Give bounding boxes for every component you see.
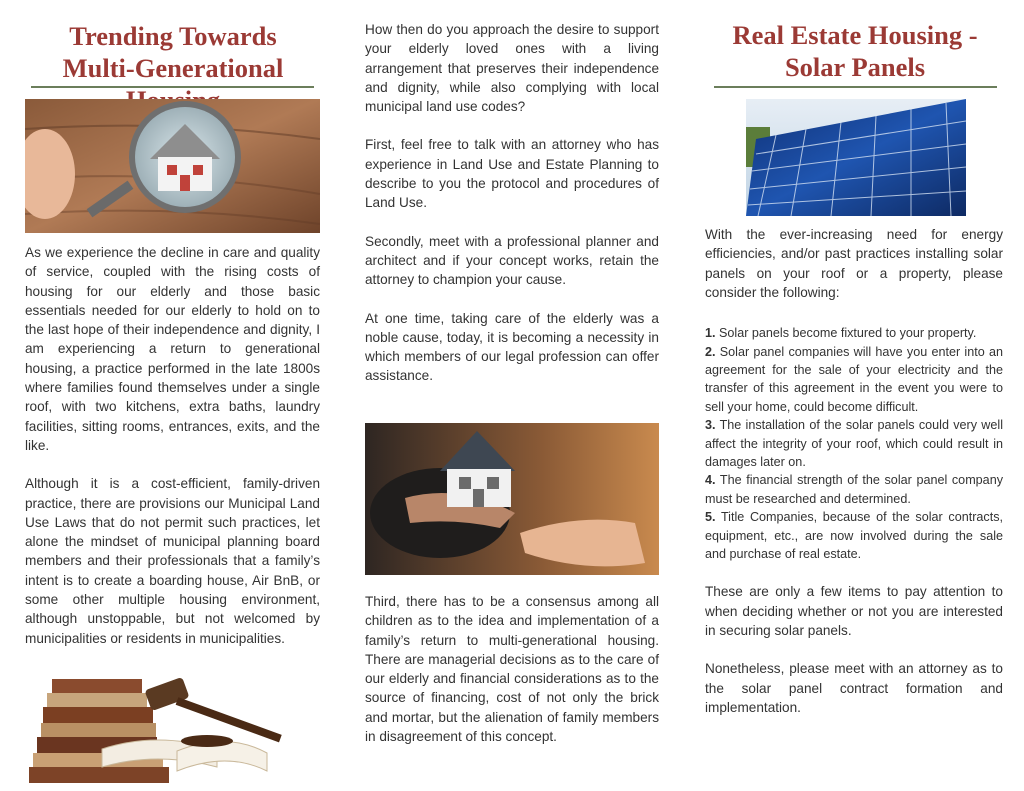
consideration-number: 1. <box>705 326 716 341</box>
consideration-text: The financial strength of the solar panel company must be researched and determined. <box>705 473 1007 506</box>
left-title-line1: Trending Towards <box>69 21 277 51</box>
right-column <box>705 0 1005 83</box>
consideration-item <box>705 471 1007 508</box>
middle-paragraph-2: First, feel free to talk with an attorney who has experience in Land Use and Estate Planning to describe to you the protocol and procedures of Land Use. <box>365 137 659 211</box>
hands-house-photo <box>365 423 659 575</box>
right-intro: With the ever-increasing need for energy efficiencies, and/or past practices installing solar panels on your roof or a property, please consider the following: <box>705 227 1003 300</box>
consideration-item <box>705 324 1003 342</box>
middle-paragraph-4: At one time, taking care of the elderly was a noble cause, today, it is becoming a necessity in which members of our legal profession can offer assistance. <box>365 310 659 384</box>
consideration-text: Solar panel companies will have you enter into an agreement for the sale of your electricity and the transfer of this agreement in the event you were to sell your home, could become difficult. <box>705 344 1007 414</box>
solar-panels-photo <box>746 99 966 216</box>
left-paragraph-2: Although it is a cost-efficient, family-driven practice, there are provisions our Municipal Land Use Laws that do not permit such practices, let alone the mindset of municipal planning board members and their professionals that a family’s intent is to create a boarding house, Air BnB, or some other multiple housing environment, although unstoppable, but not welcomed by municipalities or residents in municipalities. <box>25 476 320 646</box>
right-title-rule <box>714 86 997 88</box>
consideration-text: Solar panels become fixtured to your property. <box>715 326 977 341</box>
right-paragraph-2: These are only a few items to pay attention to when deciding whether or not you are interested in securing solar panels. <box>705 584 1003 639</box>
middle-paragraph-1: How then do you approach the desire to support your elderly loved ones with a living arrangement that preserves their independence and dignity, while also complying with local municipal land use codes? <box>365 22 659 115</box>
right-paragraph-3: Nonetheless, please meet with an attorney as to the solar panel contract formation and implementation. <box>705 661 1003 715</box>
magnifier-house-photo <box>25 99 320 233</box>
left-title-rule <box>31 86 314 88</box>
consideration-number: 5. <box>705 510 716 525</box>
consideration-text: The installation of the solar panels could very well affect the integrity of your roof, which could result in damages later on. <box>705 418 1007 470</box>
consideration-number: 2. <box>705 344 716 359</box>
middle-paragraph-3: Secondly, meet with a professional planner and architect and if your concept works, retain the attorney to champion your cause. <box>365 233 659 288</box>
left-title-line2: Multi-Generational <box>62 53 284 83</box>
middle-body-top <box>365 20 659 386</box>
right-title-line2: Solar Panels <box>784 52 926 82</box>
considerations-list <box>705 324 1007 563</box>
right-body <box>705 225 1007 717</box>
left-paragraph-1: As we experience the decline in care and quality of service, coupled with the rising costs of housing for our elderly and those basic essentials needed for our elderly to hold on to the last hope of their independence and dignity, I am experiencing a return to generational housing, a practice performed in the late 1800s where families found themselves under a single roof, with two kitchens, extra baths, laundry facilities, sitting rooms, entrances, exits, and the like. <box>25 245 320 453</box>
right-title-line1: Real Estate Housing - <box>732 20 978 50</box>
consideration-item <box>705 508 1007 563</box>
gavel-books-photo <box>27 671 320 783</box>
consideration-number: 4. <box>705 473 716 488</box>
consideration-item <box>705 343 1007 417</box>
consideration-item <box>705 416 1007 471</box>
consideration-number: 3. <box>705 418 716 433</box>
middle-body-bottom <box>365 592 659 746</box>
middle-paragraph-5: Third, there has to be a consensus among all children as to the idea and implementation of a family’s return to multi-generational housing. There are managerial decisions as to the care of our elderly and financial considerations as to the source of financing, cost of not only the brick and mortar, but the alienation of family members in disagreement of this concept. <box>365 594 659 745</box>
right-title <box>705 19 1005 83</box>
consideration-text: Title Companies, because of the solar contracts, equipment, etc., are now involved during the sale and purchase of real estate. <box>705 510 1007 562</box>
left-body <box>25 243 320 648</box>
